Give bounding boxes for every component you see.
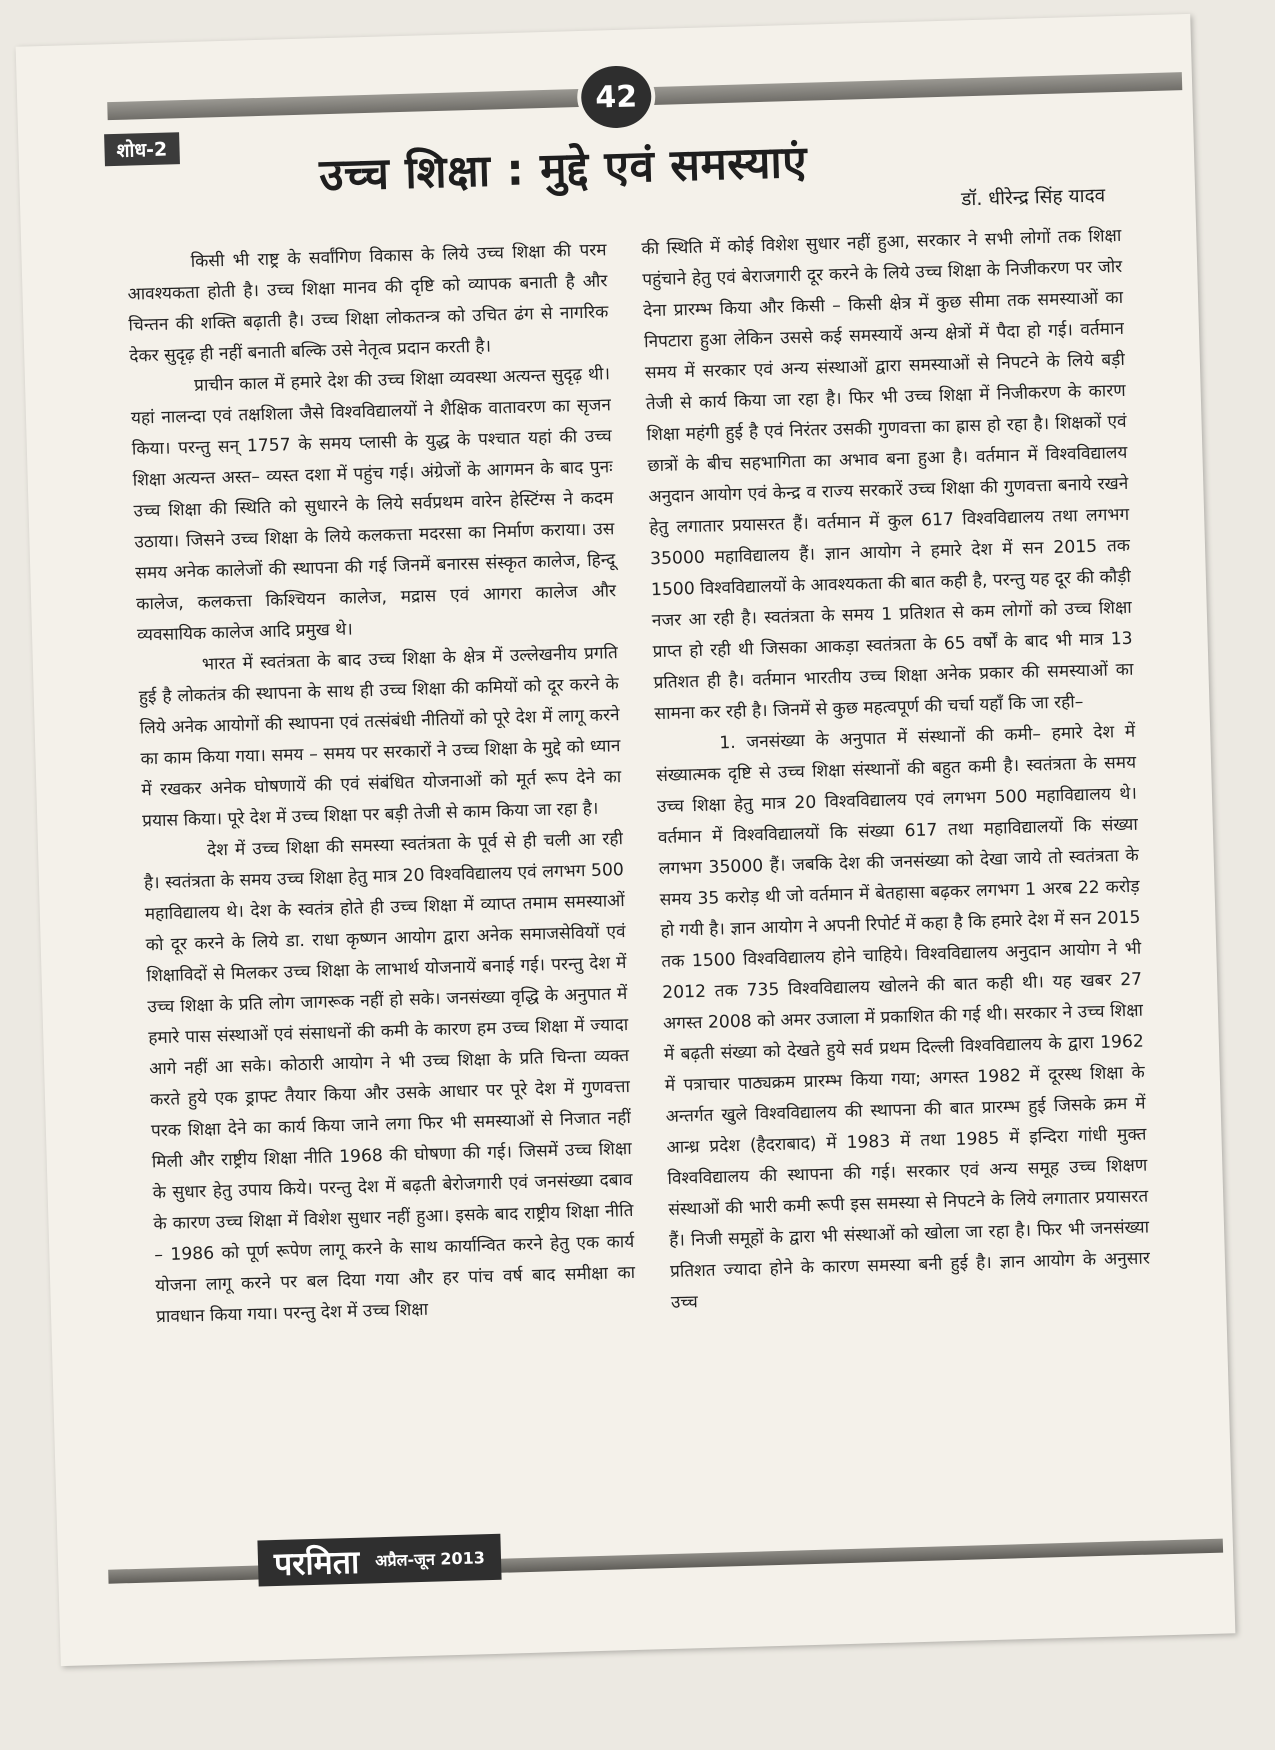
footer <box>257 1534 501 1587</box>
paragraph: प्राचीन काल में हमारे देश की उच्च शिक्षा व्यवस्था अत्यन्त सुदृढ़ थी। यहां नालन्दा एवं तक्षशिला जैसे विश्वविद्यालयों ने शैक्षिक वातावरण का सृजन किया। परन्तु सन् 1757 के समय प्लासी के युद्ध के पश्चात यहां की उच्च शिक्षा अत्यन्त अस्त– व्यस्त दशा में पहुंच गई। अंग्रेजों के आगमन के बाद पुनः उच्च शिक्षा की स्थिति को सुधारने के लिये सर्वप्रथम वारेन हेस्टिंग्स ने कदम उठाया। जिसने उच्च शिक्षा के लिये कलकत्ता मदरसा का निर्माण कराया। उस समय अनेक कालेजों की स्थापना की गई जिनमें बनारस संस्कृत कालेज, हिन्दू कालेज, कलकत्ता किश्चियन कालेज, मद्रास एवं आगरा कालेज और व्यवसायिक कालेज आदि प्रमुख थे। <box>130 364 617 646</box>
paragraph: की स्थिति में कोई विशेश सुधार नहीं हुआ, सरकार ने सभी लोगों तक शिक्षा पहुंचाने हेतु एवं बेराजगारी दूर करने के लिये उच्च शिक्षा के निजीकरण पर जोर देना प्रारम्भ किया और किसी – किसी क्षेत्र में कुछ सीमा तक समस्याओं का निपटारा हुआ लेकिन उससे कई समस्यायें अन्य क्षेत्रों में पैदा हो गई। वर्तमान समय में सरकार एवं अन्य संस्थाओं द्वारा समस्याओं से निपटने के लिये बड़ी तेजी से कार्य किया जा रहा है। फिर भी उच्च शिक्षा में निजीकरण के कारण शिक्षा महंगी हुई है एवं निरंतर उसकी गुणवत्ता का ह्रास हो रहा है। शिक्षकों एवं छात्रों के बीच सहभागिता का अभाव बना हुआ है। वर्तमान में विश्वविद्यालय अनुदान आयोग एवं केन्द्र व राज्य सरकारें उच्च शिक्षा की गुणवत्ता बनाये रखने हेतु लगातार प्रयासरत हैं। वर्तमान में कुल 617 विश्वविद्यालय तथा लगभग 35000 महाविद्यालय हैं। ज्ञान आयोग ने हमारे देश में सन 2015 तक 1500 विश्वविद्यालयों के आवश्यकता की बात कही है, परन्तु यह दूर की कौड़ी नजर आ रही है। स्वतंत्रता के समय 1 प्रतिशत से कम लोगों को उच्च शिक्षा प्राप्त हो रही थी जिसका आकड़ा स्वतंत्रता के 65 वर्षों के बाद भी मात्र 13 प्रतिशत ही है। वर्तमान भारतीय उच्च शिक्षा अनेक प्रकार की समस्याओं का सामना कर रही है। जिनमें से कुछ महत्वपूर्ण की चर्चा यहाँ कि जा रही– <box>641 225 1134 725</box>
author-name: डॉ. धीरेन्द्र सिंह यादव <box>960 184 1106 211</box>
paragraph: 1. जनसंख्या के अनुपात में संस्थानों की कमी– हमारे देश में संख्यात्मक दृष्टि से उच्च शिक्षा संस्थानों की बहुत कमी है। स्वतंत्रता के समय उच्च शिक्षा हेतु मात्र 20 विश्वविद्यालय एवं लगभग 500 महाविद्यालय थे। वर्तमान में विश्वविद्यालयों कि संख्या 617 तथा महाविद्यालयों कि संख्या लगभग 35000 हैं। जबकि देश की जनसंख्या को देखा जाये तो स्वतंत्रता के समय 35 करोड़ थी जो वर्तमान में बेतहासा बढ़कर लगभग 1 अरब 22 करोड़ हो गयी है। ज्ञान आयोग ने अपनी रिपोर्ट में कहा है कि हमारे देश में सन 2015 तक 1500 विश्वविद्यालय होने चाहिये। विश्वविद्यालय अनुदान आयोग ने भी 2012 तक 735 विश्वविद्यालय खोलने की बात कही थी। यह खबर 27 अगस्त 2008 को अमर उजाला में प्रकाशित की गई थी। सरकार ने उच्च शिक्षा में बढ़ती संख्या को देखते हुये सर्व प्रथम दिल्ली विश्वविद्यालय के द्वारा 1962 में पत्राचार पाठ्यक्रम प्रारम्भ किया गया; अगस्त 1982 में दूरस्थ शिक्षा के अन्तर्गत खुले विश्वविद्यालय की स्थापना की बात प्रारम्भ हुई जिसके क्रम में आन्ध्र प्रदेश (हैदराबाद) में 1983 में तथा 1985 में इन्दिरा गांधी मुक्त विश्वविद्यालय की स्थापना की गई। सरकार एवं अन्य समूह उच्च शिक्षण संस्थाओं की भारी कमी रूपी इस समस्या से निपटने के लिये लगातार प्रयासरत हैं। निजी समूहों के द्वारा भी संस्थाओं को खोला जा रहा है। फिर भी जनसंख्या प्रतिशत ज्यादा होने के कारण समस्या बनी हुई है। ज्ञान आयोग के अनुसार उच्च <box>655 721 1151 1313</box>
page-number: 42 <box>576 61 656 133</box>
article-title: उच्च शिक्षा : मुद्दे एवं समस्याएं <box>318 136 808 202</box>
paragraph: देश में उच्च शिक्षा की समस्या स्वतंत्रता के पूर्व से ही चली आ रही है। स्वतंत्रता के समय उच्च शिक्षा हेतु मात्र 20 विश्वविद्यालय एवं लगभग 500 महाविद्यालय थे। देश के स्वतंत्र होते ही उच्च शिक्षा में व्याप्त तमाम समस्याओं को दूर करने के लिये डा. राधा कृष्णन आयोग द्वारा अनेक समाजसेवियों एवं शिक्षाविदों से मिलकर उच्च शिक्षा के लाभार्थ योजनायें बनाई गई। परन्तु देश में उच्च शिक्षा के प्रति लोग जागरूक नहीं हो सके। जनसंख्या वृद्धि के अनुपात में हमारे पास संस्थाओं एवं संसाधनों की कमी के कारण हम उच्च शिक्षा में ज्यादा आगे नहीं आ सके। कोठारी आयोग ने भी उच्च शिक्षा के प्रति चिन्ता व्यक्त करते हुये एक ड्राफ्ट तैयार किया और उसके आधार पर पूरे देश में गुणवत्ता परक शिक्षा देने का कार्य किया जाने लगा फिर भी समस्याओं से निजात नहीं मिली और राष्ट्रीय शिक्षा नीति 1968 की घोषणा की गई। जिसमें उच्च शिक्षा के सुधार हेतु उपाय किये। परन्तु देश में बढ़ती बेरोजगारी एवं जनसंख्या दबाव के कारण उच्च शिक्षा में विशेश सुधार नहीं हुआ। इसके बाद राष्ट्रीय शिक्षा नीति – 1986 को पूर्ण रूपेण लागू करने के साथ कार्यान्वित करने हेतु एक कार्य योजना लागू करने पर बल दिया गया और हर पांच वर्ष बाद समीक्षा का प्रावधान किया गया। परन्तु देश में उच्च शिक्षा <box>143 829 636 1328</box>
magazine-logo: परमिता <box>273 1542 360 1583</box>
section-tag: शोध-2 <box>104 132 180 166</box>
paragraph: किसी भी राष्ट्र के सर्वांगिण विकास के लिये उच्च शिक्षा की परम आवश्यकता होती है। उच्च शिक्षा मानव की दृष्टि को व्यापक बनाती है और चिन्तन की शक्ति बढ़ाती है। उच्च शिक्षा लोकतन्त्र को उचित ढंग से नागरिक देकर सुदृढ़ ही नहीं बनाती बल्कि उसे नेतृत्व प्रदान करती है। <box>127 240 609 367</box>
right-column <box>641 221 1151 1319</box>
issue-date: अप्रैल-जून 2013 <box>374 1548 486 1571</box>
paragraph: भारत में स्वतंत्रता के बाद उच्च शिक्षा के क्षेत्र में उल्लेखनीय प्रगति हुई है लोकतंत्र की स्थापना के साथ ही उच्च शिक्षा की कमियों को दूर करने के लिये अनेक आयोगों की स्थापना एवं तत्संबंधी नीतियों को पूरे देश में लागू करने का काम किया गया। समय – समय पर सरकारों ने उच्च शिक्षा के मुद्दे को ध्यान में रखकर अनेक घोषणायें की एवं संबंधित योजनाओं को मूर्त रूप देने का प्रयास किया। पूरे देश में उच्च शिक्षा पर बड़ी तेजी से काम किया जा रहा है। <box>138 643 622 832</box>
magazine-page <box>16 14 1236 1666</box>
left-column <box>126 235 636 1333</box>
